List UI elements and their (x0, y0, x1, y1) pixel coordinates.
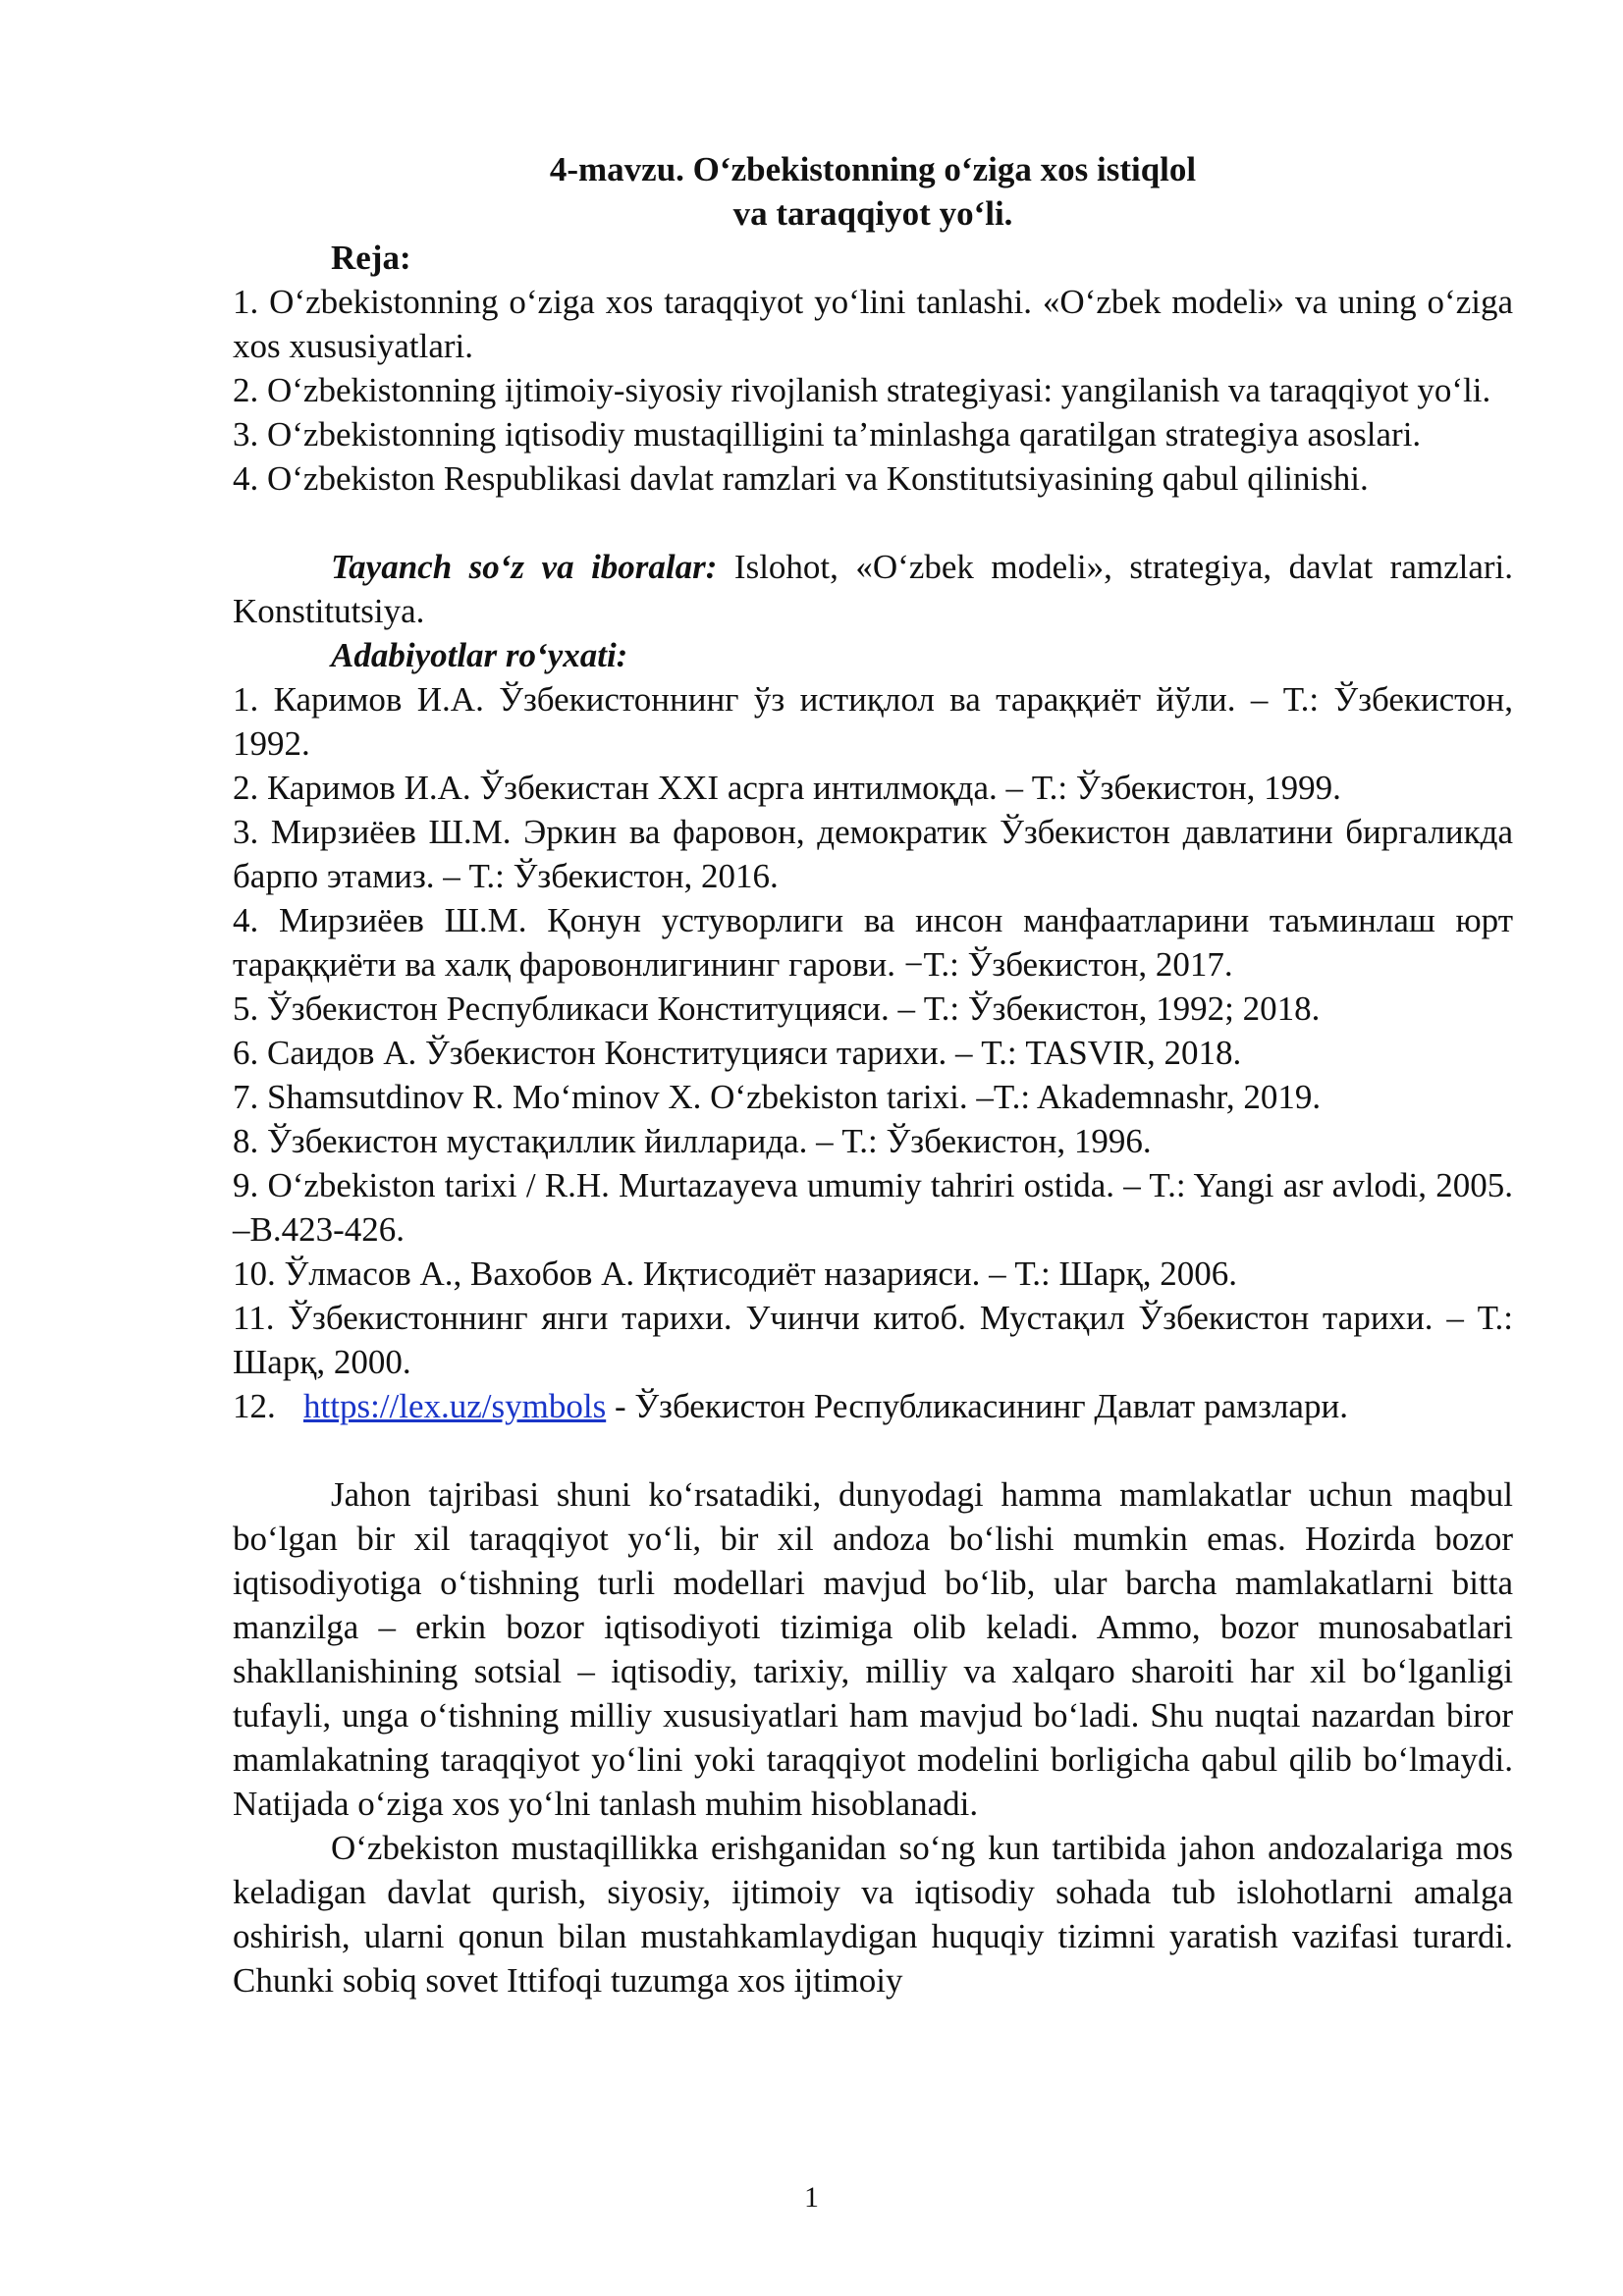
literature-item-8: 8. Ўзбекистон мустақиллик йилларида. – Т.: Ўзбекистон, 1996. (233, 1122, 1152, 1160)
body-paragraph-1: Jahon tajribasi shuni ko‘rsatadiki, dunyodagi hamma mamlakatlar uchun maqbul bo‘lgan bir xil taraqqiyot yo‘li, bir xil andoza bo‘lishi mumkin emas. Hozirda bozor iqtisodiyotiga o‘tishning turli modellari mavjud bo‘lib, ular barcha mamlakatlarni bitta manzilga – erkin bozor iqtisodiyoti tizimiga olib keladi. Ammo, bozor munosabatlari shakllanishining sotsial – iqtisodiy, tarixiy, milliy va xalqaro sharoiti har xil bo‘lganligi tufayli, unga o‘tishning milliy xususiyatlari ham mavjud bo‘ladi. Shu nuqtai nazardan biror mamlakatning taraqqiyot yo‘lini yoki taraqqiyot modelini borligicha qabul qilib bo‘lmaydi. Natijada o‘ziga xos yo‘lni tanlash muhim hisoblanadi. (233, 1475, 1513, 1823)
title-line-2: va taraqqiyot yo‘li. (732, 194, 1013, 233)
literature-item-4: 4. Мирзиёев Ш.М. Қонун устуворлиги ва инсон манфаатларини таъминлаш юрт тараққиёти ва халқ фаровонлигининг гарови. −Т.: Ўзбекистон, 2017. (233, 901, 1513, 984)
keywords-text: Islohot, «O‘zbek modeli», strategiya, davlat ramzlari. Konstitutsiya. (233, 548, 1513, 630)
keywords-label: Tayanch so‘z va iboralar: (331, 548, 718, 586)
reja-item-3: 3. O‘zbekistonning iqtisodiy mustaqilligini ta’minlashga qaratilgan strategiya asoslari. (233, 415, 1422, 454)
literature-item-12 (233, 1384, 1513, 1428)
reja-item-4: 4. O‘zbekiston Respublikasi davlat ramzlari va Konstitutsiyasining qabul qilinishi. (233, 459, 1369, 498)
reja-item-1: 1. O‘zbekistonning o‘ziga xos taraqqiyot yo‘lini tanlashi. «O‘zbek modeli» va uning o‘ziga xos xususiyatlari. (233, 283, 1513, 365)
reja-item-2: 2. O‘zbekistonning ijtimoiy-siyosiy rivojlanish strategiyasi: yangilanish va taraqqiyot yo‘li. (233, 371, 1491, 409)
lex-uz-symbols-link[interactable]: https://lex.uz/symbols (303, 1387, 607, 1425)
literature-item-7: 7. Shamsutdinov R. Mo‘minov X. O‘zbekiston tarixi. –T.: Akademnashr, 2019. (233, 1078, 1322, 1116)
reja-heading: Reja: (331, 239, 411, 277)
literature-item-11: 11. Ўзбекистоннинг янги тарихи. Учинчи китоб. Мустақил Ўзбекистон тарихи. – Т.: Шарқ, 2000. (233, 1299, 1513, 1381)
keywords-paragraph (233, 545, 1513, 633)
body-paragraph-2: O‘zbekiston mustaqillikka erishganidan so‘ng kun tartibida jahon andozalariga mos keladigan davlat qurish, siyosiy, ijtimoiy va iqtisodiy sohada tub islohotlarni amalga oshirish, ularni qonun bilan mustahkamlaydigan huquqiy tizimni yaratish vazifasi turardi. Chunki sobiq sovet Ittifoqi tuzumga xos ijtimoiy (233, 1829, 1513, 2000)
page-number: 1 (804, 2181, 819, 2214)
literature-heading: Adabiyotlar ro‘yxati: (331, 636, 628, 674)
literature-item-1: 1. Каримов И.А. Ўзбекистоннинг ўз истиқлол ва тараққиёт йўли. – Т.: Ўзбекистон, 1992. (233, 680, 1513, 763)
title-line-1: 4-mavzu. O‘zbekistonning o‘ziga xos istiqlol (549, 150, 1197, 188)
literature-item-9: 9. O‘zbekiston tarixi / R.H. Murtazayeva umumiy tahriri ostida. – T.: Yangi asr avlodi, 2005. –B.423-426. (233, 1166, 1513, 1249)
literature-item-12-text: - Ўзбекистон Республикасининг Давлат рамзлари. (606, 1387, 1348, 1425)
literature-item-12-number: 12. (233, 1387, 276, 1425)
literature-item-10: 10. Ўлмасов А., Вахобов А. Иқтисодиёт назарияси. – Т.: Шарқ, 2006. (233, 1255, 1238, 1293)
literature-item-3: 3. Мирзиёев Ш.М. Эркин ва фаровон, демократик Ўзбекистон давлатини биргаликда барпо этамиз. – Т.: Ўзбекистон, 2016. (233, 813, 1513, 895)
literature-item-6: 6. Саидов А. Ўзбекистон Конституцияси тарихи. – Т.: TASVIR, 2018. (233, 1034, 1242, 1072)
document-page (233, 147, 1513, 2002)
literature-item-5: 5. Ўзбекистон Республикаси Конституцияси. – Т.: Ўзбекистон, 1992; 2018. (233, 989, 1321, 1028)
literature-item-2: 2. Каримов И.А. Ўзбекистан XXI асрга интилмоқда. – Т.: Ўзбекистон, 1999. (233, 769, 1341, 807)
